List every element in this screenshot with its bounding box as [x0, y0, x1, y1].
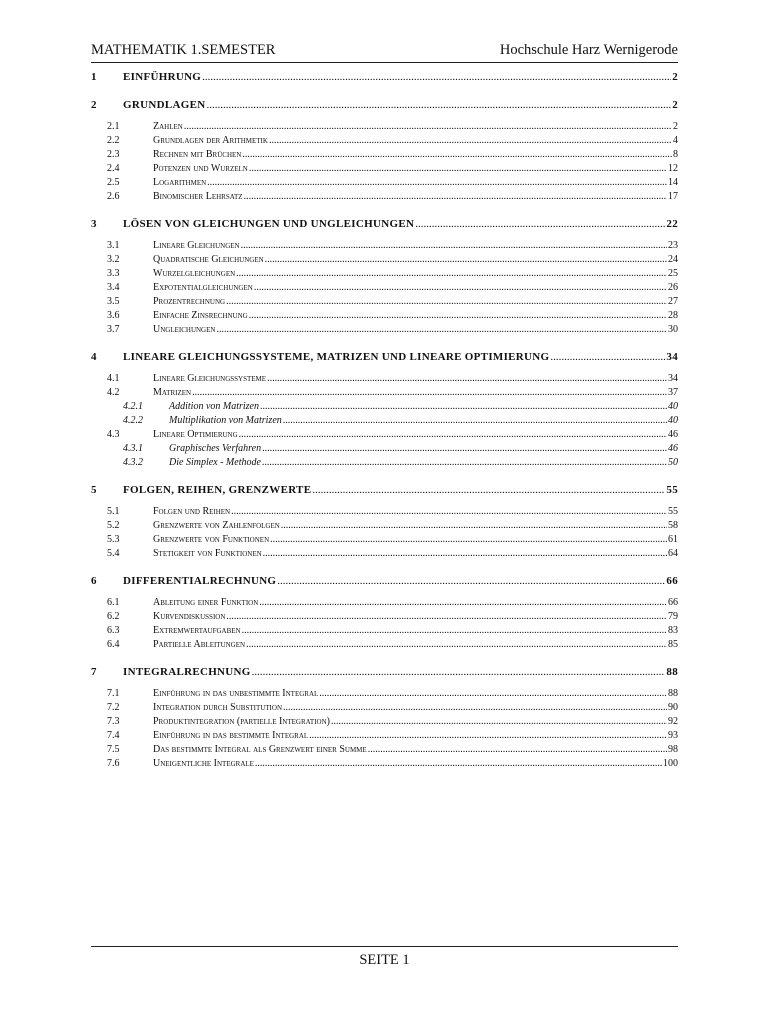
toc-entry-title: Kurvendiskussion	[153, 611, 226, 622]
toc-entry-number: 2.5	[107, 177, 120, 188]
toc-entry-line	[153, 121, 678, 132]
toc-entry-page: 88	[668, 688, 678, 699]
toc-dot-leader	[226, 611, 667, 622]
toc-entry-page: 66	[668, 597, 678, 608]
toc-entry-number: 7.4	[107, 730, 120, 741]
toc-dot-leader	[281, 520, 667, 531]
toc-entry-number: 2.6	[107, 191, 120, 202]
toc-entry-page: 98	[668, 744, 678, 755]
toc-chapter-entry[interactable]	[91, 572, 678, 590]
toc-section-entry[interactable]	[91, 177, 678, 191]
toc-entry-line	[169, 415, 678, 426]
toc-entry-line	[153, 534, 678, 545]
toc-section-entry[interactable]	[91, 191, 678, 205]
toc-entry-page: 55	[666, 484, 678, 496]
toc-entry-line	[153, 177, 678, 188]
toc-entry-line	[123, 575, 678, 587]
table-of-contents	[91, 68, 678, 772]
toc-entry-title: Einführung in das unbestimmte Integral	[153, 688, 319, 699]
toc-dot-leader	[244, 191, 667, 202]
toc-entry-title: DIFFERENTIALRECHNUNG	[123, 575, 277, 587]
toc-dot-leader	[254, 282, 667, 293]
toc-dot-leader	[192, 387, 667, 398]
toc-entry-title: Lineare Gleichungssysteme	[153, 373, 267, 384]
toc-entry-title: Potenzen und Wurzeln	[153, 163, 248, 174]
toc-entry-title: Prozentrechnung	[153, 296, 226, 307]
toc-section-entry[interactable]	[91, 548, 678, 562]
toc-entry-title: Quadratische Gleichungen	[153, 254, 264, 265]
toc-entry-number: 3.5	[107, 296, 120, 307]
toc-entry-line	[123, 666, 678, 678]
toc-entry-line	[169, 457, 678, 468]
toc-entry-number: 2.4	[107, 163, 120, 174]
toc-dot-leader	[255, 758, 662, 769]
toc-entry-page: 55	[668, 506, 678, 517]
toc-entry-line	[153, 254, 678, 265]
toc-entry-line	[123, 484, 678, 496]
page-number: SEITE 1	[359, 952, 410, 968]
toc-section-entry[interactable]	[91, 520, 678, 534]
toc-section-entry[interactable]	[91, 296, 678, 310]
toc-entry-page: 92	[668, 716, 678, 727]
toc-entry-line	[153, 324, 678, 335]
toc-entry-page: 83	[668, 625, 678, 636]
toc-entry-line	[153, 268, 678, 279]
toc-entry-page: 30	[668, 324, 678, 335]
toc-entry-title: Expotentialgleichungen	[153, 282, 253, 293]
toc-dot-leader	[267, 373, 667, 384]
toc-entry-title: Zahlen	[153, 121, 183, 132]
toc-section-entry[interactable]	[91, 240, 678, 254]
toc-entry-number: 3.3	[107, 268, 120, 279]
toc-entry-page: 46	[668, 429, 678, 440]
toc-entry-number: 1	[91, 71, 97, 83]
toc-entry-page: 24	[668, 254, 678, 265]
toc-section-entry[interactable]	[91, 310, 678, 324]
toc-entry-number: 2.2	[107, 135, 120, 146]
toc-dot-leader	[260, 401, 667, 412]
toc-entry-line	[153, 387, 678, 398]
toc-dot-leader	[242, 625, 667, 636]
toc-entry-page: 37	[668, 387, 678, 398]
toc-subsection-entry[interactable]	[91, 415, 678, 429]
toc-entry-page: 46	[668, 443, 678, 454]
toc-entry-number: 7.5	[107, 744, 120, 755]
toc-entry-page: 8	[673, 149, 678, 160]
toc-entry-number: 5.3	[107, 534, 120, 545]
toc-entry-line	[153, 520, 678, 531]
toc-entry-page: 85	[668, 639, 678, 650]
toc-entry-number: 4.1	[107, 373, 120, 384]
toc-entry-title: Ungleichungen	[153, 324, 216, 335]
toc-entry-title: Uneigentliche Integrale	[153, 758, 254, 769]
toc-entry-number: 4.2.1	[123, 401, 143, 412]
toc-entry-number: 6.3	[107, 625, 120, 636]
toc-section-entry[interactable]	[91, 716, 678, 730]
toc-dot-leader	[550, 351, 665, 363]
toc-entry-title: Grenzwerte von Zahlenfolgen	[153, 520, 280, 531]
toc-dot-leader	[319, 688, 667, 699]
toc-entry-number: 5.1	[107, 506, 120, 517]
toc-entry-number: 2.1	[107, 121, 120, 132]
toc-entry-line	[169, 401, 678, 412]
toc-entry-page: 34	[666, 351, 678, 363]
page-header	[91, 40, 678, 63]
toc-dot-leader	[262, 457, 667, 468]
toc-entry-page: 22	[666, 218, 678, 230]
toc-entry-number: 6.4	[107, 639, 120, 650]
toc-entry-title: Einfache Zinsrechnung	[153, 310, 248, 321]
toc-entry-title: FOLGEN, REIHEN, GRENZWERTE	[123, 484, 312, 496]
toc-entry-page: 40	[668, 415, 678, 426]
toc-dot-leader	[277, 575, 665, 587]
footer-rule	[91, 946, 678, 947]
toc-section-entry[interactable]	[91, 387, 678, 401]
toc-section-entry[interactable]	[91, 506, 678, 520]
toc-entry-number: 4.3.1	[123, 443, 143, 454]
toc-chapter-entry[interactable]	[91, 348, 678, 366]
toc-entry-page: 4	[673, 135, 678, 146]
toc-entry-number: 7.6	[107, 758, 120, 769]
toc-entry-title: Ableitung einer Funktion	[153, 597, 259, 608]
toc-entry-page: 2	[672, 99, 678, 111]
toc-section-entry[interactable]	[91, 744, 678, 758]
toc-entry-title: Integration durch Substitution	[153, 702, 282, 713]
toc-entry-line	[153, 149, 678, 160]
toc-entry-title: Stetigkeit von Funktionen	[153, 548, 262, 559]
toc-entry-line	[153, 191, 678, 202]
toc-dot-leader	[246, 639, 667, 650]
toc-entry-line	[153, 506, 678, 517]
toc-entry-number: 4.3.2	[123, 457, 143, 468]
toc-section-entry[interactable]	[91, 163, 678, 177]
toc-entry-page: 23	[668, 240, 678, 251]
toc-dot-leader	[262, 443, 667, 454]
toc-entry-number: 4	[91, 351, 97, 363]
page-footer	[91, 952, 678, 969]
toc-entry-line	[123, 351, 678, 363]
toc-entry-number: 5.2	[107, 520, 120, 531]
toc-dot-leader	[415, 218, 665, 230]
toc-entry-line	[153, 758, 678, 769]
toc-entry-title: Extremwertaufgaben	[153, 625, 241, 636]
toc-entry-number: 6.1	[107, 597, 120, 608]
toc-chapter-entry[interactable]	[91, 68, 678, 86]
toc-section-entry[interactable]	[91, 639, 678, 653]
toc-chapter-entry[interactable]	[91, 215, 678, 233]
toc-dot-leader	[207, 177, 667, 188]
toc-entry-number: 4.2.2	[123, 415, 143, 426]
toc-dot-leader	[263, 548, 667, 559]
toc-section-entry[interactable]	[91, 758, 678, 772]
toc-entry-line	[123, 71, 678, 83]
toc-entry-page: 34	[668, 373, 678, 384]
toc-entry-page: 40	[668, 401, 678, 412]
toc-dot-leader	[216, 324, 667, 335]
toc-section-entry[interactable]	[91, 268, 678, 282]
toc-section-entry[interactable]	[91, 730, 678, 744]
toc-entry-page: 26	[668, 282, 678, 293]
toc-entry-number: 7.1	[107, 688, 120, 699]
toc-entry-title: Lineare Gleichungen	[153, 240, 240, 251]
toc-entry-number: 3.7	[107, 324, 120, 335]
toc-entry-number: 7.2	[107, 702, 120, 713]
toc-entry-line	[153, 282, 678, 293]
toc-dot-leader	[231, 506, 667, 517]
toc-entry-line	[153, 730, 678, 741]
toc-entry-number: 5	[91, 484, 97, 496]
toc-entry-page: 66	[666, 575, 678, 587]
toc-dot-leader	[241, 240, 667, 251]
toc-dot-leader	[242, 149, 672, 160]
toc-dot-leader	[283, 702, 667, 713]
toc-entry-number: 2.3	[107, 149, 120, 160]
toc-entry-line	[153, 625, 678, 636]
toc-entry-title: Die Simplex - Methode	[169, 457, 261, 468]
toc-dot-leader	[226, 296, 667, 307]
toc-dot-leader	[312, 484, 665, 496]
toc-entry-title: Grenzwerte von Funktionen	[153, 534, 270, 545]
toc-entry-page: 12	[668, 163, 678, 174]
toc-entry-line	[169, 443, 678, 454]
toc-entry-title: Multiplikation von Matrizen	[169, 415, 282, 426]
toc-entry-title: Einführung in das bestimmte Integral	[153, 730, 309, 741]
toc-chapter-entry[interactable]	[91, 96, 678, 114]
toc-entry-page: 50	[668, 457, 678, 468]
toc-entry-number: 3.6	[107, 310, 120, 321]
toc-entry-title: LINEARE GLEICHUNGSSYSTEME, MATRIZEN UND LINEARE OPTIMIERUNG	[123, 351, 550, 363]
toc-entry-number: 6	[91, 575, 97, 587]
toc-entry-title: LÖSEN VON GLEICHUNGEN UND UNGLEICHUNGEN	[123, 218, 415, 230]
toc-entry-line	[153, 373, 678, 384]
toc-entry-line	[123, 99, 678, 111]
toc-entry-number: 3	[91, 218, 97, 230]
toc-section-entry[interactable]	[91, 254, 678, 268]
toc-entry-line	[153, 310, 678, 321]
toc-subsection-entry[interactable]	[91, 443, 678, 457]
toc-entry-page: 14	[668, 177, 678, 188]
toc-entry-page: 61	[668, 534, 678, 545]
toc-entry-title: Addition von Matrizen	[169, 401, 259, 412]
toc-subsection-entry[interactable]	[91, 401, 678, 415]
toc-section-entry[interactable]	[91, 625, 678, 639]
toc-dot-leader	[202, 71, 671, 83]
toc-chapter-entry[interactable]	[91, 663, 678, 681]
toc-entry-page: 88	[666, 666, 678, 678]
toc-entry-line	[153, 135, 678, 146]
toc-entry-title: EINFÜHRUNG	[123, 71, 202, 83]
toc-entry-title: Wurzelgleichungen	[153, 268, 236, 279]
toc-entry-title: Matrizen	[153, 387, 192, 398]
toc-entry-page: 93	[668, 730, 678, 741]
header-institution: Hochschule Harz Wernigerode	[499, 42, 678, 58]
toc-entry-page: 17	[668, 191, 678, 202]
header-course-title: MATHEMATIK 1.SEMESTER	[91, 42, 276, 58]
toc-entry-number: 5.4	[107, 548, 120, 559]
toc-entry-line	[153, 240, 678, 251]
toc-section-entry[interactable]	[91, 324, 678, 338]
toc-entry-number: 3.2	[107, 254, 120, 265]
toc-entry-line	[153, 296, 678, 307]
toc-dot-leader	[249, 163, 667, 174]
toc-section-entry[interactable]	[91, 597, 678, 611]
toc-entry-title: Partielle Ableitungen	[153, 639, 246, 650]
toc-entry-number: 6.2	[107, 611, 120, 622]
toc-entry-number: 3.4	[107, 282, 120, 293]
toc-dot-leader	[283, 415, 667, 426]
toc-entry-number: 7.3	[107, 716, 120, 727]
toc-dot-leader	[252, 666, 666, 678]
toc-chapter-entry[interactable]	[91, 481, 678, 499]
toc-section-entry[interactable]	[91, 373, 678, 387]
toc-entry-page: 64	[668, 548, 678, 559]
toc-dot-leader	[368, 744, 667, 755]
toc-entry-page: 58	[668, 520, 678, 531]
toc-entry-line	[153, 163, 678, 174]
toc-section-entry[interactable]	[91, 611, 678, 625]
toc-entry-line	[153, 688, 678, 699]
toc-entry-title: Grundlagen der Arithmetik	[153, 135, 268, 146]
toc-entry-title: Graphisches Verfahren	[169, 443, 262, 454]
toc-dot-leader	[236, 268, 667, 279]
toc-entry-line	[153, 611, 678, 622]
toc-entry-number: 7	[91, 666, 97, 678]
toc-entry-page: 27	[668, 296, 678, 307]
toc-entry-line	[153, 597, 678, 608]
toc-dot-leader	[331, 716, 667, 727]
toc-dot-leader	[206, 99, 671, 111]
toc-entry-line	[153, 639, 678, 650]
toc-entry-number: 4.2	[107, 387, 120, 398]
toc-entry-title: Produktintegration (partielle Integration)	[153, 716, 330, 727]
toc-dot-leader	[249, 310, 667, 321]
toc-entry-line	[153, 716, 678, 727]
toc-dot-leader	[259, 597, 667, 608]
toc-section-entry[interactable]	[91, 688, 678, 702]
toc-dot-leader	[265, 254, 667, 265]
toc-entry-title: Rechnen mit Brüchen	[153, 149, 242, 160]
toc-dot-leader	[270, 534, 667, 545]
toc-section-entry[interactable]	[91, 702, 678, 716]
toc-entry-line	[153, 429, 678, 440]
toc-entry-page: 79	[668, 611, 678, 622]
toc-entry-number: 4.3	[107, 429, 120, 440]
toc-dot-leader	[309, 730, 667, 741]
toc-dot-leader	[269, 135, 672, 146]
toc-entry-page: 100	[663, 758, 678, 769]
toc-entry-title: GRUNDLAGEN	[123, 99, 206, 111]
toc-dot-leader	[184, 121, 672, 132]
toc-entry-page: 2	[673, 121, 678, 132]
toc-section-entry[interactable]	[91, 429, 678, 443]
toc-entry-page: 90	[668, 702, 678, 713]
toc-entry-line	[153, 548, 678, 559]
toc-entry-page: 2	[672, 71, 678, 83]
toc-section-entry[interactable]	[91, 135, 678, 149]
toc-dot-leader	[239, 429, 667, 440]
toc-entry-number: 2	[91, 99, 97, 111]
toc-subsection-entry[interactable]	[91, 457, 678, 471]
toc-entry-title: Logarithmen	[153, 177, 207, 188]
toc-section-entry[interactable]	[91, 282, 678, 296]
toc-entry-title: Lineare Optimierung	[153, 429, 238, 440]
toc-entry-title: INTEGRALRECHNUNG	[123, 666, 251, 678]
toc-entry-line	[123, 218, 678, 230]
toc-entry-page: 28	[668, 310, 678, 321]
toc-entry-title: Das bestimmte Integral als Grenzwert einer Summe	[153, 744, 367, 755]
toc-entry-title: Folgen und Reihen	[153, 506, 231, 517]
toc-section-entry[interactable]	[91, 534, 678, 548]
toc-entry-line	[153, 744, 678, 755]
toc-entry-line	[153, 702, 678, 713]
toc-entry-page: 25	[668, 268, 678, 279]
toc-section-entry[interactable]	[91, 149, 678, 163]
toc-entry-title: Binomischer Lehrsatz	[153, 191, 243, 202]
toc-section-entry[interactable]	[91, 121, 678, 135]
toc-entry-number: 3.1	[107, 240, 120, 251]
